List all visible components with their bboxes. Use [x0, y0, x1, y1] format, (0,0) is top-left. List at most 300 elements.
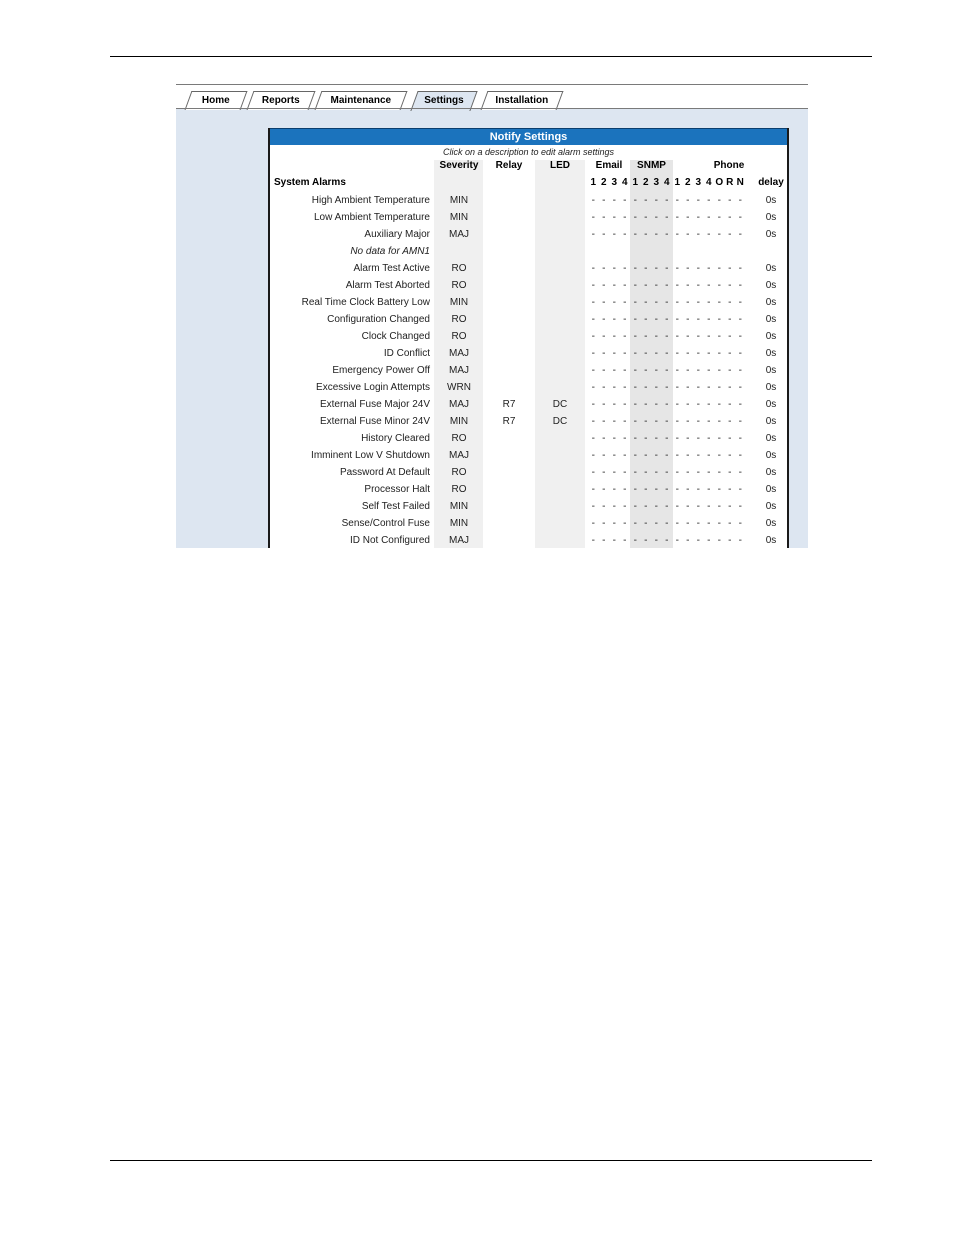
- channel-dash: -: [728, 280, 732, 291]
- channel-dash: -: [717, 263, 721, 274]
- channel-dashes: [588, 532, 756, 548]
- alarm-description[interactable]: Sense/Control Fuse: [341, 518, 430, 529]
- channel-dash: -: [686, 518, 690, 529]
- channel-dashes: [588, 447, 756, 464]
- channel-dash: -: [738, 501, 742, 512]
- table-row[interactable]: [270, 345, 787, 362]
- channel-dash: -: [612, 416, 616, 427]
- delay-header: delay: [758, 177, 784, 188]
- channel-dash: -: [675, 484, 679, 495]
- alarm-description[interactable]: Emergency Power Off: [332, 365, 430, 376]
- table-row[interactable]: [270, 260, 787, 277]
- alarm-description[interactable]: Clock Changed: [361, 331, 430, 342]
- delay-value: 0s: [765, 331, 777, 342]
- channel-dash: -: [738, 280, 742, 291]
- channel-dash: -: [696, 212, 700, 223]
- channel-dash: -: [707, 212, 711, 223]
- channel-dash: -: [633, 331, 637, 342]
- channel-dash: -: [602, 535, 606, 546]
- delay-value: 0s: [765, 518, 777, 529]
- channel-dash: -: [633, 280, 637, 291]
- channel-dash: -: [738, 331, 742, 342]
- delay-value: 0s: [765, 433, 777, 444]
- channel-dash: -: [591, 297, 595, 308]
- channel-dash: -: [686, 416, 690, 427]
- channel-dash: -: [696, 280, 700, 291]
- channel-dash: -: [717, 501, 721, 512]
- channel-dash: -: [738, 365, 742, 376]
- channel-dash: -: [728, 416, 732, 427]
- channel-dash: -: [602, 314, 606, 325]
- channel-dash: -: [717, 416, 721, 427]
- channel-dashes: [588, 192, 756, 209]
- channel-dash: -: [675, 382, 679, 393]
- channel-dash: -: [644, 450, 648, 461]
- severity-value: RO: [451, 280, 467, 291]
- channel-dash: -: [717, 535, 721, 546]
- channel-dash: -: [707, 433, 711, 444]
- channel-dash: -: [654, 263, 658, 274]
- delay-value: 0s: [765, 195, 777, 206]
- channel-dash: -: [644, 518, 648, 529]
- table-row[interactable]: [270, 226, 787, 243]
- channel-dash: -: [675, 297, 679, 308]
- channel-dash: -: [623, 331, 627, 342]
- channel-dash: -: [612, 348, 616, 359]
- channel-dash: -: [738, 433, 742, 444]
- channel-dash: -: [717, 382, 721, 393]
- channel-numbers: 1 2 3 4 1 2 3 4 1 2 3 4 O R N: [590, 177, 744, 188]
- severity-value: RO: [451, 484, 467, 495]
- channel-dash: -: [602, 484, 606, 495]
- tab-baseline: [176, 108, 808, 109]
- channel-dash: -: [665, 263, 669, 274]
- channel-dash: -: [602, 450, 606, 461]
- channel-dash: -: [686, 433, 690, 444]
- channel-dash: -: [717, 229, 721, 240]
- severity-value: WRN: [447, 382, 471, 393]
- alarm-description[interactable]: High Ambient Temperature: [311, 195, 430, 206]
- tab-home[interactable]: Home: [185, 91, 248, 110]
- channel-dash: -: [612, 382, 616, 393]
- alarm-description[interactable]: Imminent Low V Shutdown: [311, 450, 430, 461]
- channel-dash: -: [633, 501, 637, 512]
- channel-dash: -: [665, 382, 669, 393]
- channel-dash: -: [686, 467, 690, 478]
- channel-dash: -: [696, 501, 700, 512]
- channel-dash: -: [591, 212, 595, 223]
- table-row[interactable]: [270, 396, 787, 413]
- channel-dash: -: [696, 518, 700, 529]
- alarm-description: No data for AMN1: [350, 246, 430, 257]
- channel-dash: -: [696, 297, 700, 308]
- severity-value: MIN: [449, 195, 469, 206]
- channel-dash: -: [665, 314, 669, 325]
- channel-dash: -: [717, 467, 721, 478]
- page-top-rule: [110, 56, 872, 57]
- delay-value: 0s: [765, 382, 777, 393]
- delay-value: 0s: [765, 416, 777, 427]
- alarm-description[interactable]: Configuration Changed: [327, 314, 430, 325]
- delay-value: 0s: [765, 484, 777, 495]
- channel-dash: -: [675, 399, 679, 410]
- channel-dash: -: [717, 314, 721, 325]
- channel-dash: -: [696, 348, 700, 359]
- severity-value: RO: [451, 314, 467, 325]
- channel-dash: -: [612, 229, 616, 240]
- table-row[interactable]: [270, 192, 787, 209]
- channel-dash: -: [654, 467, 658, 478]
- channel-dash: -: [665, 501, 669, 512]
- channel-dash: -: [675, 348, 679, 359]
- channel-dash: -: [633, 382, 637, 393]
- channel-dash: -: [707, 501, 711, 512]
- delay-value: 0s: [765, 501, 777, 512]
- delay-value: 0s: [765, 212, 777, 223]
- alarm-description[interactable]: Excessive Login Attempts: [316, 382, 430, 393]
- severity-value: MIN: [449, 212, 469, 223]
- alarm-description[interactable]: History Cleared: [361, 433, 430, 444]
- channel-dash: -: [707, 535, 711, 546]
- tab-bar: [176, 84, 808, 109]
- table-row[interactable]: [270, 311, 787, 328]
- channel-dash: -: [612, 314, 616, 325]
- channel-dash: -: [686, 280, 690, 291]
- table-row[interactable]: [270, 498, 787, 515]
- tab-maintenance[interactable]: Maintenance: [315, 91, 408, 110]
- channel-dash: -: [696, 416, 700, 427]
- alarm-description[interactable]: ID Conflict: [383, 348, 430, 359]
- table-row[interactable]: [270, 532, 787, 548]
- channel-dash: -: [623, 450, 627, 461]
- severity-value: MIN: [449, 518, 469, 529]
- alarm-description[interactable]: Low Ambient Temperature: [314, 212, 430, 223]
- channel-dash: -: [602, 399, 606, 410]
- table-row[interactable]: [270, 277, 787, 294]
- channel-dash: -: [665, 212, 669, 223]
- channel-dash: -: [675, 416, 679, 427]
- channel-dash: -: [728, 365, 732, 376]
- channel-dash: -: [696, 365, 700, 376]
- channel-dash: -: [612, 280, 616, 291]
- channel-dash: -: [738, 314, 742, 325]
- channel-dash: -: [612, 399, 616, 410]
- tab-settings[interactable]: Settings: [410, 91, 477, 111]
- delay-value: 0s: [765, 280, 777, 291]
- channel-dash: -: [707, 263, 711, 274]
- alarm-description[interactable]: Processor Halt: [364, 484, 430, 495]
- channel-dash: -: [644, 433, 648, 444]
- channel-dash: -: [644, 280, 648, 291]
- severity-value: MAJ: [449, 535, 469, 546]
- channel-dash: -: [633, 229, 637, 240]
- delay-value: 0s: [765, 399, 777, 410]
- channel-dash: -: [633, 263, 637, 274]
- channel-dash: -: [591, 314, 595, 325]
- channel-dash: -: [686, 399, 690, 410]
- table-row[interactable]: [270, 464, 787, 481]
- table-row[interactable]: [270, 481, 787, 498]
- channel-dash: -: [644, 297, 648, 308]
- channel-dash: -: [612, 212, 616, 223]
- channel-dash: -: [686, 314, 690, 325]
- channel-dash: -: [644, 348, 648, 359]
- alarm-description[interactable]: Self Test Failed: [361, 501, 430, 512]
- channel-dash: -: [654, 229, 658, 240]
- channel-dash: -: [728, 399, 732, 410]
- channel-dash: -: [728, 382, 732, 393]
- channel-dash: -: [633, 348, 637, 359]
- alarm-description[interactable]: Alarm Test Active: [353, 263, 430, 274]
- channel-dash: -: [623, 484, 627, 495]
- channel-dash: -: [696, 229, 700, 240]
- channel-dashes: [588, 209, 756, 226]
- channel-dash: -: [728, 433, 732, 444]
- channel-dashes: [588, 515, 756, 532]
- channel-dash: -: [707, 518, 711, 529]
- channel-dash: -: [696, 382, 700, 393]
- screenshot-area: [176, 84, 808, 548]
- channel-dash: -: [717, 331, 721, 342]
- channel-dash: -: [644, 382, 648, 393]
- channel-dash: -: [696, 314, 700, 325]
- channel-dash: -: [654, 314, 658, 325]
- channel-dash: -: [728, 331, 732, 342]
- channel-dashes: [588, 277, 756, 294]
- channel-dash: -: [717, 195, 721, 206]
- channel-dash: -: [707, 365, 711, 376]
- page-bottom-rule: [110, 1160, 872, 1161]
- channel-dash: -: [707, 382, 711, 393]
- channel-dash: -: [696, 331, 700, 342]
- table-row[interactable]: [270, 413, 787, 430]
- delay-value: 0s: [765, 297, 777, 308]
- channel-dash: -: [728, 501, 732, 512]
- channel-dash: -: [665, 331, 669, 342]
- channel-dash: -: [654, 331, 658, 342]
- channel-dash: -: [623, 382, 627, 393]
- tab-installation[interactable]: Installation: [481, 91, 564, 110]
- channel-dash: -: [675, 229, 679, 240]
- channel-dash: -: [728, 348, 732, 359]
- relay-value: R7: [502, 416, 516, 427]
- alarm-description[interactable]: ID Not Configured: [349, 535, 430, 546]
- channel-dash: -: [654, 484, 658, 495]
- channel-dash: -: [612, 518, 616, 529]
- channel-dashes: [588, 328, 756, 345]
- channel-dash: -: [654, 348, 658, 359]
- channel-dash: -: [665, 467, 669, 478]
- channel-dashes: [588, 362, 756, 379]
- channel-dash: -: [717, 484, 721, 495]
- channel-dash: -: [654, 501, 658, 512]
- channel-dash: -: [602, 297, 606, 308]
- channel-dash: -: [686, 195, 690, 206]
- channel-dash: -: [654, 297, 658, 308]
- severity-header: Severity: [439, 160, 479, 171]
- channel-dash: -: [633, 450, 637, 461]
- channel-dash: -: [644, 467, 648, 478]
- channel-dash: -: [591, 365, 595, 376]
- alarm-description[interactable]: Alarm Test Aborted: [345, 280, 430, 291]
- channel-dash: -: [728, 535, 732, 546]
- channel-dash: -: [717, 348, 721, 359]
- severity-value: RO: [451, 331, 467, 342]
- channel-dash: -: [602, 280, 606, 291]
- channel-dash: -: [717, 212, 721, 223]
- table-row[interactable]: [270, 447, 787, 464]
- channel-dash: -: [738, 382, 742, 393]
- panel-hint: Click on a description to edit alarm settings: [442, 147, 615, 157]
- channel-dash: -: [644, 501, 648, 512]
- channel-dash: -: [738, 263, 742, 274]
- channel-dash: -: [675, 365, 679, 376]
- channel-dash: -: [602, 331, 606, 342]
- channel-dash: -: [728, 518, 732, 529]
- channel-dash: -: [675, 263, 679, 274]
- relay-value: R7: [502, 399, 516, 410]
- channel-dash: -: [612, 331, 616, 342]
- channel-dash: -: [665, 348, 669, 359]
- alarm-description[interactable]: External Fuse Major 24V: [319, 399, 430, 410]
- channel-dash: -: [738, 535, 742, 546]
- table-row[interactable]: [270, 379, 787, 396]
- channel-dash: -: [728, 212, 732, 223]
- channel-dash: -: [738, 518, 742, 529]
- channel-dash: -: [654, 212, 658, 223]
- channel-dash: -: [623, 229, 627, 240]
- channel-dash: -: [654, 450, 658, 461]
- channel-dash: -: [738, 467, 742, 478]
- channel-dash: -: [602, 467, 606, 478]
- channel-dash: -: [707, 314, 711, 325]
- channel-dashes: [588, 379, 756, 396]
- channel-dash: -: [728, 229, 732, 240]
- alarm-description[interactable]: Real Time Clock Battery Low: [301, 297, 430, 308]
- severity-value: MAJ: [449, 399, 469, 410]
- delay-value: 0s: [765, 314, 777, 325]
- channel-dash: -: [623, 263, 627, 274]
- channel-dash: -: [717, 450, 721, 461]
- channel-dash: -: [707, 280, 711, 291]
- table-row[interactable]: [270, 362, 787, 379]
- channel-dash: -: [623, 501, 627, 512]
- channel-dash: -: [633, 195, 637, 206]
- channel-dash: -: [644, 535, 648, 546]
- channel-dash: -: [612, 467, 616, 478]
- led-value: DC: [552, 399, 568, 410]
- channel-dash: -: [654, 416, 658, 427]
- channel-dash: -: [696, 467, 700, 478]
- channel-dash: -: [707, 399, 711, 410]
- channel-dash: -: [686, 229, 690, 240]
- channel-dash: -: [717, 365, 721, 376]
- channel-dash: -: [633, 484, 637, 495]
- channel-dash: -: [602, 195, 606, 206]
- alarm-description[interactable]: Password At Default: [339, 467, 430, 478]
- severity-value: RO: [451, 263, 467, 274]
- channel-dash: -: [707, 297, 711, 308]
- channel-dash: -: [633, 467, 637, 478]
- channel-dash: -: [602, 365, 606, 376]
- channel-dash: -: [623, 433, 627, 444]
- channel-dash: -: [644, 416, 648, 427]
- channel-dash: -: [665, 297, 669, 308]
- channel-dash: -: [633, 416, 637, 427]
- channel-dash: -: [644, 229, 648, 240]
- channel-dash: -: [591, 399, 595, 410]
- severity-value: MIN: [449, 416, 469, 427]
- table-row[interactable]: [270, 430, 787, 447]
- notify-settings-panel: [268, 128, 789, 548]
- channel-dash: -: [623, 365, 627, 376]
- channel-dash: -: [602, 518, 606, 529]
- channel-dash: -: [633, 535, 637, 546]
- channel-dash: -: [707, 229, 711, 240]
- led-header: LED: [550, 160, 570, 171]
- channel-dash: -: [591, 382, 595, 393]
- channel-dash: -: [633, 365, 637, 376]
- channel-dash: -: [623, 348, 627, 359]
- channel-dash: -: [738, 195, 742, 206]
- channel-dash: -: [644, 212, 648, 223]
- channel-dash: -: [675, 535, 679, 546]
- channel-dash: -: [728, 467, 732, 478]
- channel-dash: -: [665, 484, 669, 495]
- channel-dash: -: [612, 297, 616, 308]
- channel-dash: -: [623, 212, 627, 223]
- channel-dash: -: [633, 518, 637, 529]
- channel-dash: -: [696, 263, 700, 274]
- channel-dash: -: [591, 348, 595, 359]
- channel-dash: -: [686, 263, 690, 274]
- channel-dash: -: [612, 433, 616, 444]
- channel-dash: -: [665, 399, 669, 410]
- alarm-description[interactable]: Auxiliary Major: [364, 229, 430, 240]
- table-row[interactable]: [270, 209, 787, 226]
- channel-dash: -: [728, 450, 732, 461]
- channel-dash: -: [728, 484, 732, 495]
- channel-dash: -: [696, 195, 700, 206]
- table-row[interactable]: [270, 294, 787, 311]
- channel-dash: -: [591, 331, 595, 342]
- channel-dash: -: [602, 229, 606, 240]
- channel-dash: -: [686, 297, 690, 308]
- channel-dash: -: [654, 518, 658, 529]
- channel-dash: -: [686, 382, 690, 393]
- delay-value: 0s: [765, 535, 777, 546]
- channel-dash: -: [591, 450, 595, 461]
- channel-dashes: [588, 413, 756, 430]
- severity-value: MAJ: [449, 229, 469, 240]
- tab-reports[interactable]: Reports: [247, 91, 316, 110]
- channel-dash: -: [686, 331, 690, 342]
- table-row: [270, 243, 787, 260]
- channel-dash: -: [707, 450, 711, 461]
- channel-dash: -: [623, 467, 627, 478]
- channel-dash: -: [707, 416, 711, 427]
- table-row[interactable]: [270, 328, 787, 345]
- alarm-description[interactable]: External Fuse Minor 24V: [319, 416, 430, 427]
- channel-dashes: [588, 396, 756, 413]
- channel-dash: -: [591, 195, 595, 206]
- channel-dash: -: [728, 314, 732, 325]
- channel-dash: -: [623, 535, 627, 546]
- channel-dash: -: [696, 535, 700, 546]
- table-row[interactable]: [270, 515, 787, 532]
- channel-dash: -: [686, 501, 690, 512]
- channel-dash: -: [665, 195, 669, 206]
